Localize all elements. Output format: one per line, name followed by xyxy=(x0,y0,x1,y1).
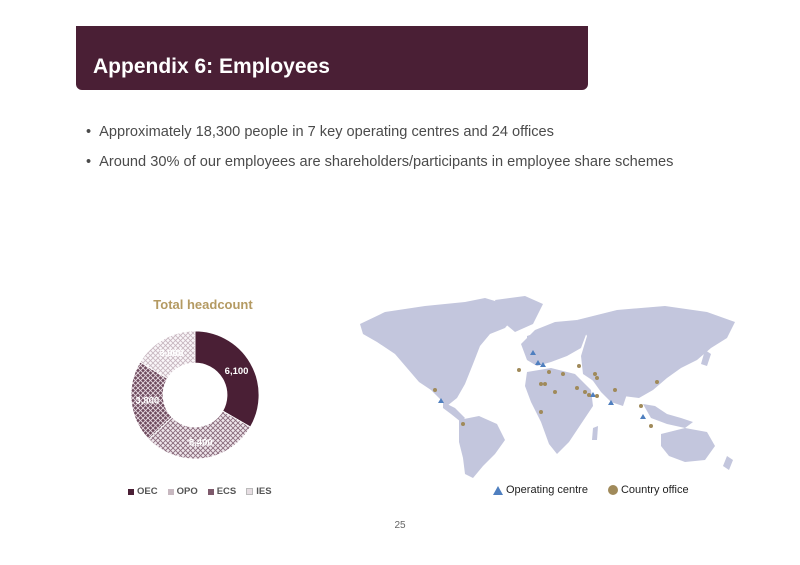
donut-data-label: 3,000 xyxy=(159,348,184,360)
chart-title: Total headcount xyxy=(153,297,253,312)
country-office-marker xyxy=(461,422,465,426)
legend-label: IES xyxy=(256,486,272,497)
page-number: 25 xyxy=(394,520,406,531)
country-office-marker xyxy=(539,410,543,414)
triangle-icon xyxy=(493,486,503,495)
legend-item-oec xyxy=(128,486,158,497)
legend-swatch xyxy=(128,489,134,495)
country-office-marker xyxy=(595,376,599,380)
legend-label: OPO xyxy=(176,486,198,497)
bullet-list xyxy=(86,124,673,184)
new-zealand xyxy=(723,456,733,470)
south-america xyxy=(459,416,505,478)
legend-label: ECS xyxy=(216,486,237,497)
operating-centre-marker xyxy=(640,414,646,419)
country-office-marker xyxy=(649,424,653,428)
legend-swatch xyxy=(246,488,253,495)
legend-item-ecs xyxy=(208,486,237,497)
country-office-marker xyxy=(575,386,579,390)
donut-chart xyxy=(118,318,272,472)
chart-legend xyxy=(128,486,272,497)
donut-slice-oec xyxy=(195,331,259,427)
country-office-marker xyxy=(583,390,587,394)
circle-icon xyxy=(608,485,618,495)
central-america xyxy=(443,402,465,422)
map-legend xyxy=(493,484,689,496)
bullet-item: • Approximately 18,300 people in 7 key operating centres and 24 offices xyxy=(86,124,673,140)
country-office-marker xyxy=(595,394,599,398)
legend-country-office xyxy=(608,484,689,496)
country-office-marker xyxy=(517,368,521,372)
legend-operating-centre xyxy=(493,484,588,496)
legend-item-ies xyxy=(246,486,271,497)
north-america xyxy=(360,298,515,406)
slide-title: Appendix 6: Employees xyxy=(93,55,330,78)
donut-data-label: 6,100 xyxy=(224,366,249,377)
legend-label: Operating centre xyxy=(506,484,588,496)
country-office-marker xyxy=(587,393,591,397)
donut-data-label: 3,800 xyxy=(135,395,160,407)
country-office-marker xyxy=(547,370,551,374)
legend-swatch xyxy=(168,489,174,495)
country-office-marker xyxy=(639,404,643,408)
legend-label: Country office xyxy=(620,484,689,496)
africa xyxy=(525,368,593,454)
country-office-marker xyxy=(543,382,547,386)
country-office-marker xyxy=(577,364,581,368)
country-office-marker xyxy=(613,388,617,392)
continents xyxy=(360,296,735,478)
title-bar xyxy=(76,26,588,90)
country-office-marker xyxy=(593,372,597,376)
country-office-marker xyxy=(561,372,565,376)
legend-swatch xyxy=(208,489,214,495)
country-office-marker xyxy=(433,388,437,392)
country-office-marker xyxy=(553,390,557,394)
donut-data-label: 5,400 xyxy=(188,437,213,449)
country-office-marker xyxy=(539,382,543,386)
madagascar xyxy=(592,426,598,440)
british-isles xyxy=(527,334,533,346)
world-map xyxy=(355,294,745,479)
australia xyxy=(661,428,715,462)
legend-label: OEC xyxy=(137,486,158,497)
bullet-item: • Around 30% of our employees are shareholders/participants in employee share schemes xyxy=(86,154,673,170)
country-office-marker xyxy=(655,380,659,384)
legend-item-opo xyxy=(168,486,198,497)
